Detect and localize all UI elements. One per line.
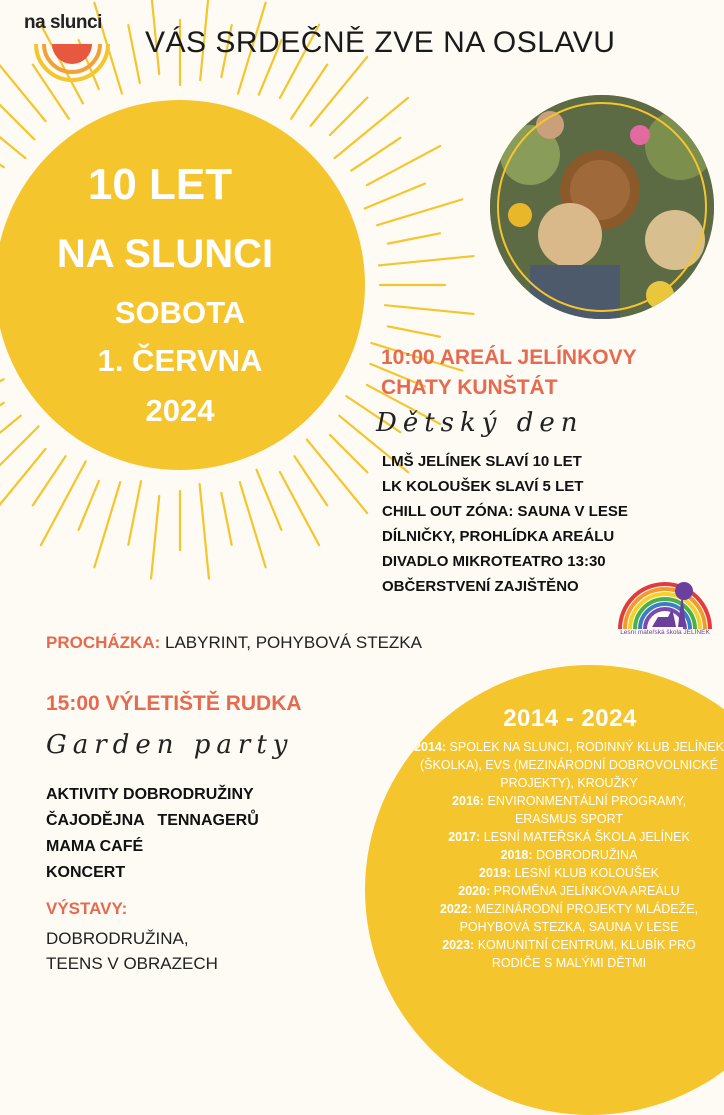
sun-ray — [79, 481, 99, 530]
date-year: 2024 — [145, 393, 215, 428]
garden-party-script: Garden party — [46, 730, 294, 760]
sun-ray — [0, 416, 21, 472]
sun-ray — [128, 481, 141, 545]
walk-line — [46, 633, 422, 653]
sun-ray — [311, 57, 367, 126]
timeline-entry: 2020: PROMĚNA JELÍNKOVA AREÁLU — [458, 884, 680, 898]
timeline-entry: 2014: SPOLEK NA SLUNCI, RODINNÝ KLUB JELÍNEK (ŠKOLKA), EVS (MEZINÁRODNÍ DOBROVOLNICKÉ PROJEKTY), KROUŽKY — [414, 740, 724, 790]
timeline-entry: 2016: ENVIRONMENTÁLNÍ PROGRAMY, ERASMUS SPORT — [452, 794, 686, 826]
sun-ray — [307, 440, 367, 513]
timeline-entry: 2017: LESNÍ MATEŘSKÁ ŠKOLA JELÍNEK — [448, 830, 690, 844]
sun-ray — [240, 482, 266, 567]
afternoon-program-list — [46, 782, 259, 886]
list-item: KONCERT — [46, 864, 126, 881]
list-item: MAMA CAFÉ — [46, 838, 144, 855]
sun-ray — [0, 98, 34, 140]
sun-ray — [94, 482, 120, 567]
sun-ray — [151, 496, 159, 579]
invitation-heading: VÁS SRDEČNĚ ZVE NA OSLAVU — [145, 26, 616, 59]
list-item: LK KOLOUŠEK SLAVÍ 5 LET — [382, 478, 584, 495]
sun-ray — [221, 493, 231, 545]
logo-sun-icon — [32, 42, 112, 84]
timeline-entry: 2019: LESNÍ KLUB KOLOUŠEK — [479, 866, 659, 880]
list-item: LMŠ JELÍNEK SLAVÍ 10 LET — [382, 453, 582, 470]
children-photo — [490, 95, 714, 319]
morning-time-line1: 10:00 AREÁL JELÍNKOVY — [381, 346, 637, 369]
school-logo — [612, 573, 718, 643]
date-month: 1. ČERVNA — [97, 343, 263, 378]
sun-ray — [294, 456, 327, 505]
list-item: TEENS V OBRAZECH — [46, 954, 218, 973]
sun-ray — [335, 98, 408, 158]
walk-label: PROCHÁZKA: — [46, 633, 161, 652]
morning-time-line2: CHATY KUNŠTÁT — [381, 376, 558, 399]
school-logo-text: Lesní mateřská škola JELÍNEK — [620, 629, 710, 636]
sun-ray — [41, 461, 86, 545]
list-item: DIVADLO MIKROTEATRO 13:30 — [382, 553, 606, 570]
sun-ray — [385, 305, 474, 314]
timeline-entry: 2023: KOMUNITNÍ CENTRUM, KLUBÍK PRO RODIČE S MALÝMI DĚTMI — [442, 938, 696, 970]
list-item: AKTIVITY DOBRODRUŽINY — [46, 786, 254, 803]
logo-text: na slunci — [24, 12, 102, 33]
list-item: CHILL OUT ZÓNA: SAUNA V LESE — [382, 503, 628, 520]
sun-ray — [0, 138, 4, 167]
sun-ray — [388, 233, 440, 243]
sun-ray — [330, 98, 367, 135]
timeline-entry: 2022: MEZINÁRODNÍ PROJEKTY MLÁDEŽE, POHYBOVÁ STEZKA, SAUNA V LESE — [439, 902, 699, 934]
sun-ray — [128, 25, 140, 83]
history-title: 2014 - 2024 — [503, 705, 637, 732]
childrens-day-script: Dětský den — [376, 408, 584, 438]
sun-ray — [33, 456, 66, 505]
sun-ray — [365, 184, 425, 209]
timeline-entry: 2018: DOBRODRUŽINA — [500, 848, 638, 862]
sun-ray — [351, 138, 400, 171]
list-item: ČAJODĚJNA TENNAGERŮ — [46, 812, 259, 829]
sun-ray — [379, 256, 474, 265]
sun-ray — [330, 435, 367, 472]
sun-ray — [377, 199, 462, 225]
exhibitions-list — [46, 926, 218, 976]
walk-text: LABYRINT, POHYBOVÁ STEZKA — [165, 633, 422, 652]
anniversary-title: 10 LET — [87, 160, 233, 209]
sun-ray — [257, 470, 282, 530]
list-item: OBČERSTVENÍ ZAJIŠTĚNO — [382, 578, 579, 595]
morning-event-time-place — [381, 343, 637, 403]
sun-ray — [0, 403, 4, 432]
exhibitions-label: VÝSTAVY: — [46, 899, 128, 918]
na-slunci-logo — [24, 12, 119, 82]
sun-ray — [388, 326, 440, 336]
list-item: DÍLNIČKY, PROHLÍDKA AREÁLU — [382, 528, 615, 545]
date-day: SOBOTA — [114, 295, 246, 330]
anniversary-subtitle: NA SLUNCI — [56, 232, 274, 276]
list-item: DOBRODRUŽINA, — [46, 929, 189, 948]
sun-ray — [200, 484, 209, 579]
afternoon-time-place: 15:00 VÝLETIŠTĚ RUDKA — [46, 692, 302, 715]
history-timeline — [404, 738, 724, 972]
morning-program-list — [382, 449, 628, 599]
sun-ray — [0, 379, 4, 424]
